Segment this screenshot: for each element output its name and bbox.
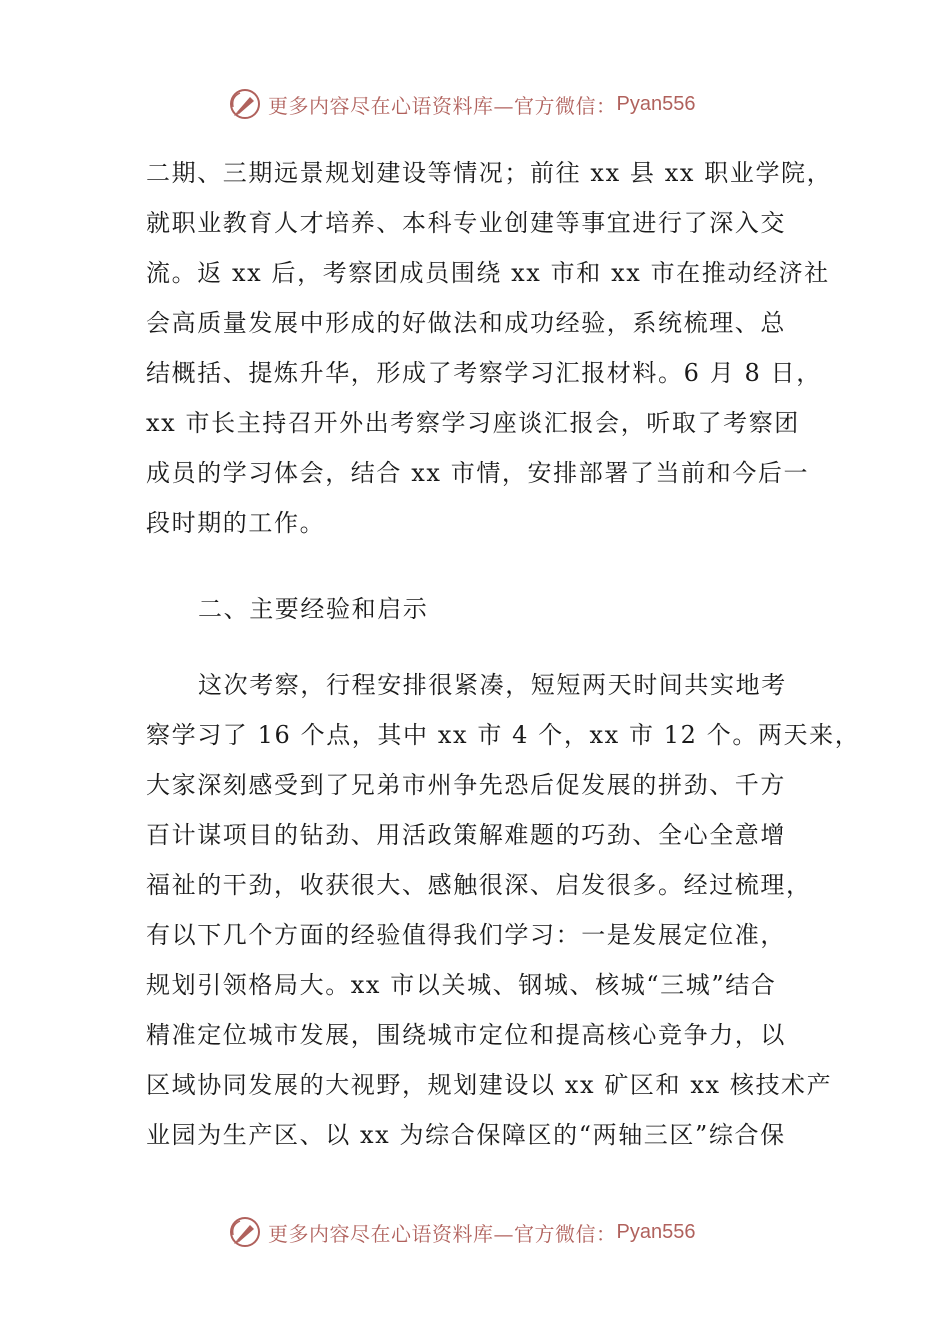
watermark-text: 更多内容尽在心语资料库—官方微信： <box>268 93 617 118</box>
paragraph-line: 大家深刻感受到了兄弟市州争先恐后促发展的拼劲、千方 <box>146 771 786 799</box>
paragraph-1 <box>146 148 833 548</box>
document-body <box>146 148 861 1160</box>
paragraph-line: 段时期的工作。 <box>146 509 326 537</box>
paragraph-line: 规划引领格局大。xx 市以关城、钢城、核城“三城”结合 <box>146 971 777 999</box>
paragraph-line: 察学习了 16 个点，其中 xx 市 4 个，xx 市 12 个。两天来， <box>146 721 861 749</box>
paragraph-line: xx 市长主持召开外出考察学习座谈汇报会，听取了考察团 <box>146 409 800 437</box>
paragraph-line: 福祉的干劲，收获很大、感触很深、启发很多。经过梳理， <box>146 871 812 899</box>
paragraph-line: 会高质量发展中形成的好做法和成功经验，系统梳理、总 <box>146 309 786 337</box>
paragraph-line: 就职业教育人才培养、本科专业创建等事宜进行了深入交 <box>146 209 786 237</box>
footer-watermark <box>228 1212 695 1252</box>
paragraph-line: 结概括、提炼升华，形成了考察学习汇报材料。6 月 8 日， <box>146 359 822 387</box>
paragraph-line: 业园为生产区、以 xx 为综合保障区的“两轴三区”综合保 <box>146 1121 786 1149</box>
paragraph-line: 二期、三期远景规划建设等情况；前往 xx 县 xx 职业学院， <box>146 159 833 187</box>
paragraph-2 <box>146 660 861 1160</box>
header-watermark <box>228 84 695 124</box>
watermark-account: Pyan556 <box>616 1220 696 1243</box>
paragraph-line: 区域协同发展的大视野，规划建设以 xx 矿区和 xx 核技术产 <box>146 1071 833 1099</box>
watermark-text: 更多内容尽在心语资料库—官方微信： <box>268 1221 617 1246</box>
section-heading: 二、主要经验和启示 <box>198 595 429 623</box>
paragraph-line: 这次考察，行程安排很紧凑，短短两天时间共实地考 <box>198 671 787 699</box>
paragraph-line: 精准定位城市发展，围绕城市定位和提高核心竞争力，以 <box>146 1021 786 1049</box>
paragraph-line: 流。返 xx 后，考察团成员围绕 xx 市和 xx 市在推动经济社 <box>146 259 830 287</box>
pen-nib-logo-icon <box>228 87 262 121</box>
paragraph-line: 有以下几个方面的经验值得我们学习：一是发展定位准， <box>146 921 786 949</box>
paragraph-line: 成员的学习体会，结合 xx 市情，安排部署了当前和今后一 <box>146 459 810 487</box>
pen-nib-logo-icon <box>228 1215 262 1249</box>
watermark-account: Pyan556 <box>616 92 696 115</box>
paragraph-line: 百计谋项目的钻劲、用活政策解难题的巧劲、全心全意增 <box>146 821 786 849</box>
